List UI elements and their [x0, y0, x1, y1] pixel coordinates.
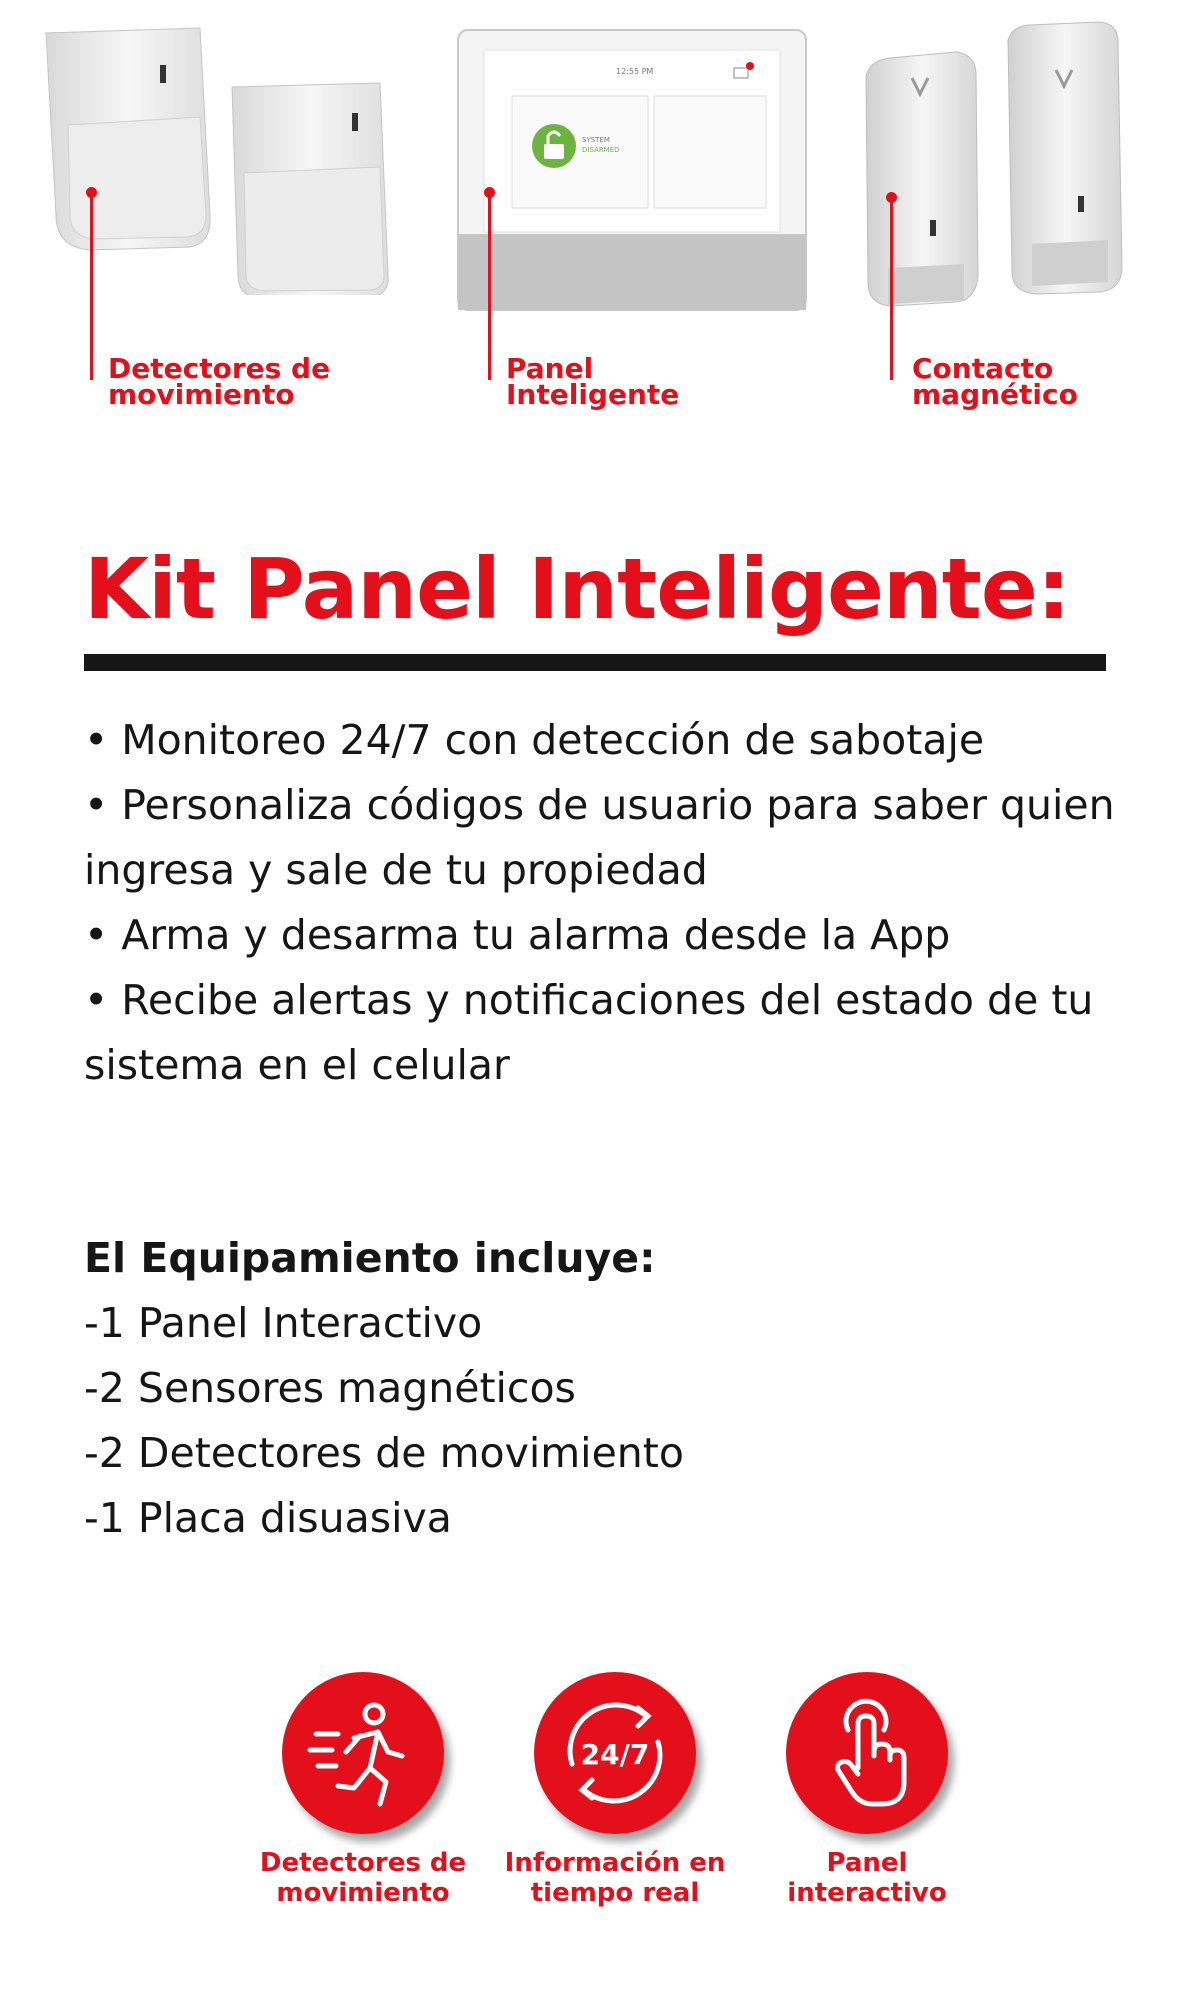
panel-status-line1: SYSTEM — [582, 136, 610, 144]
equipment-title: El Equipamiento incluye: — [84, 1234, 656, 1282]
magnetic-contact-image — [860, 20, 1130, 310]
interactive-panel-badge-label — [752, 1848, 982, 1908]
smart-panel-image — [456, 28, 808, 312]
equipment-list — [84, 1291, 684, 1551]
running-person-icon — [282, 1672, 444, 1834]
feature-item: • Personaliza códigos de usuario para saber quien ingresa y sale de tu propiedad — [84, 781, 1115, 894]
equipment-item: -2 Detectores de movimiento — [84, 1429, 684, 1477]
badge-label-line: interactivo — [787, 1878, 947, 1908]
smart-panel-pointer-line — [488, 192, 491, 380]
badge-label-line: movimiento — [276, 1878, 450, 1908]
feature-item: • Monitoreo 24/7 con detección de sabotaje — [84, 716, 985, 764]
caption-line: Panel — [506, 352, 594, 385]
caption-line: movimiento — [108, 378, 295, 411]
realtime-info-badge — [534, 1672, 696, 1834]
motion-detection-badge — [282, 1672, 444, 1834]
magnetic-contact-caption — [912, 352, 1078, 411]
touch-hand-icon — [786, 1672, 948, 1834]
caption-line: Contacto — [912, 352, 1054, 385]
equipment-item: -1 Placa disuasiva — [84, 1494, 452, 1542]
caption-line: magnético — [912, 378, 1078, 411]
realtime-info-badge-label — [490, 1848, 740, 1908]
title-underline-bar — [84, 654, 1106, 671]
24-7-icon-text: 24/7 — [580, 1738, 650, 1771]
caption-line: Inteligente — [506, 378, 680, 411]
smart-panel-caption — [506, 352, 680, 411]
badge-label-line: Información en — [504, 1848, 726, 1878]
feature-item: • Recibe alertas y notificaciones del estado de tu sistema en el celular — [84, 976, 1094, 1089]
panel-status-line2: DISARMED — [582, 146, 620, 154]
motion-detectors-pointer-line — [90, 192, 93, 380]
motion-detectors-image — [40, 25, 400, 295]
page-title: Kit Panel Inteligente: — [84, 540, 1070, 638]
features-list — [84, 708, 1144, 1098]
motion-detection-badge-label — [248, 1848, 478, 1908]
magnetic-contact-pointer-line — [890, 197, 893, 380]
interactive-panel-badge — [786, 1672, 948, 1834]
panel-clock: 12:55 PM — [616, 67, 654, 76]
caption-line: Detectores de — [108, 352, 331, 385]
feature-item: • Arma y desarma tu alarma desde la App — [84, 911, 951, 959]
24-7-icon — [534, 1672, 696, 1834]
badge-label-line: Detectores de — [259, 1848, 467, 1878]
equipment-item: -2 Sensores magnéticos — [84, 1364, 576, 1412]
motion-detectors-caption — [108, 352, 331, 411]
equipment-item: -1 Panel Interactivo — [84, 1299, 483, 1347]
badge-label-line: Panel — [826, 1848, 908, 1878]
badge-label-line: tiempo real — [530, 1878, 700, 1908]
